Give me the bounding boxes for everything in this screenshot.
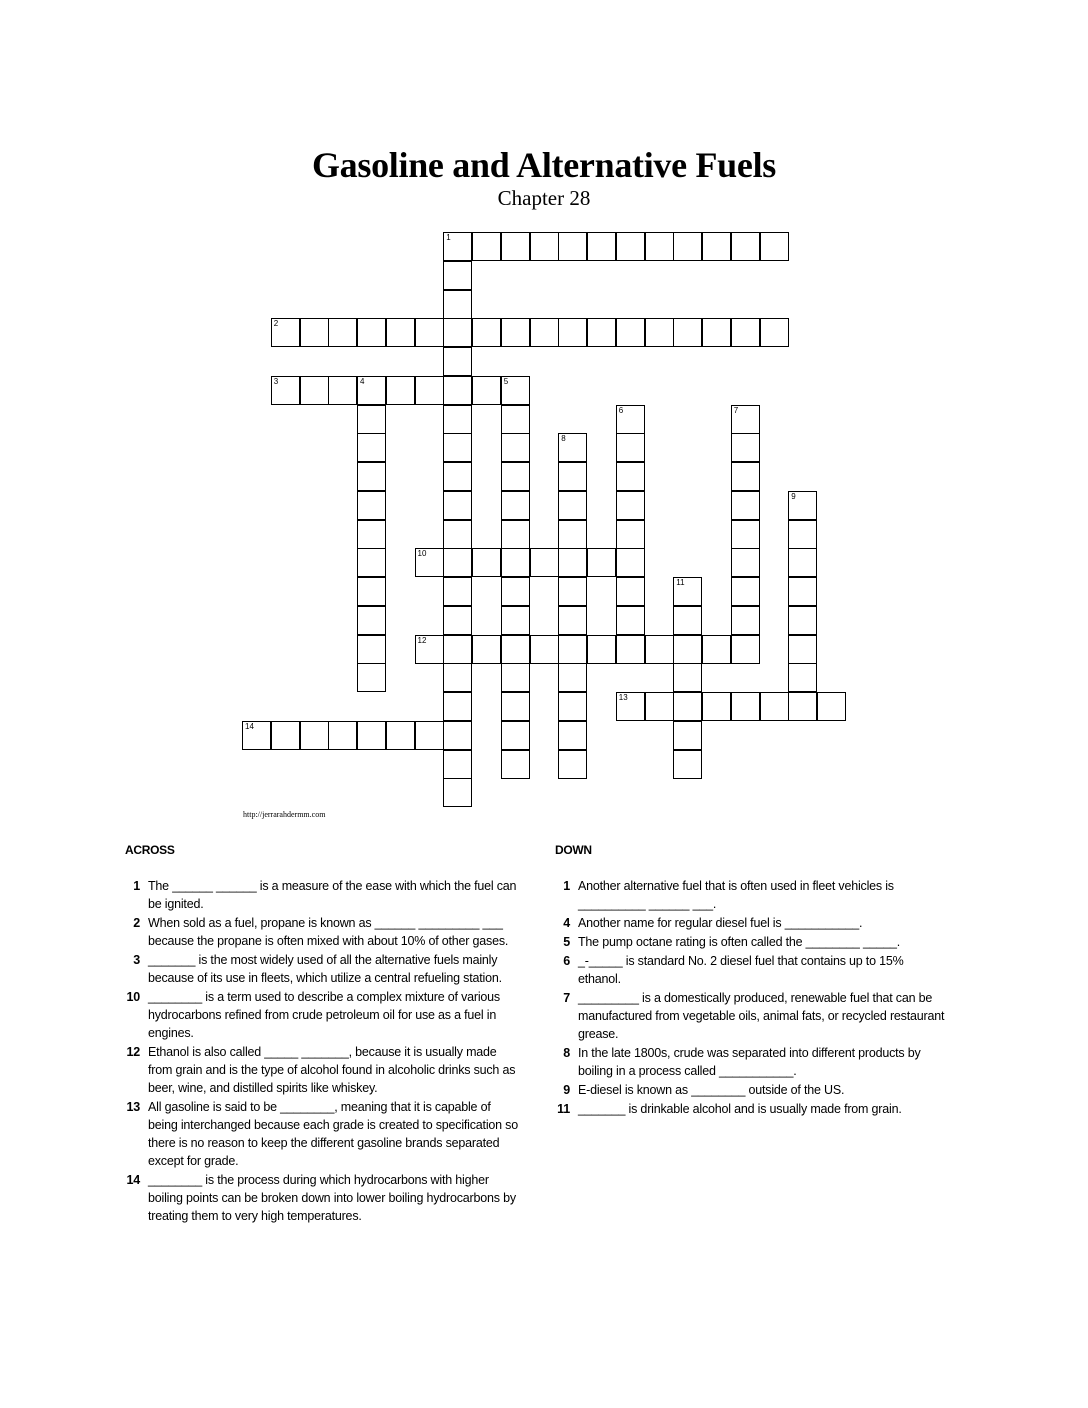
page-subtitle: Chapter 28 xyxy=(497,186,591,210)
crossword-cell[interactable] xyxy=(702,232,731,261)
crossword-cell[interactable] xyxy=(731,405,760,434)
crossword-cell[interactable] xyxy=(760,692,789,721)
crossword-cell[interactable] xyxy=(386,318,415,347)
crossword-cell[interactable] xyxy=(443,606,472,635)
clue-number: 3 xyxy=(273,376,279,386)
across-clue xyxy=(118,1043,518,1097)
crossword-cell[interactable] xyxy=(443,318,472,347)
clue-number: 9 xyxy=(791,491,796,501)
clue-number: 1 xyxy=(446,233,451,242)
clue-number: 8 xyxy=(561,434,566,444)
clue-number: 6 xyxy=(618,405,624,415)
crossword-cell[interactable] xyxy=(731,520,760,549)
crossword-cell[interactable] xyxy=(616,577,645,606)
crossword-cell[interactable] xyxy=(443,491,472,520)
crossword-cell[interactable] xyxy=(443,548,472,577)
down-clue-list xyxy=(548,877,948,1119)
crossword-cell[interactable] xyxy=(616,692,645,721)
clue-text: _________ is a domestically produced, renewable fuel that can be manufactured from vegetable oils, animal fats, or recycled restaurant grease. xyxy=(578,991,948,1041)
clue-number: 6 xyxy=(563,954,570,968)
crossword-cell[interactable] xyxy=(616,405,645,434)
crossword-cell[interactable] xyxy=(357,606,386,635)
crossword-cell[interactable] xyxy=(386,721,415,750)
crossword-cell[interactable] xyxy=(702,692,731,721)
crossword-cell[interactable] xyxy=(357,577,386,606)
down-clue xyxy=(548,1081,948,1099)
crossword-cell[interactable] xyxy=(616,318,645,347)
clue-number: 11 xyxy=(557,1102,570,1116)
crossword-cell[interactable] xyxy=(673,606,702,635)
crossword-cell[interactable] xyxy=(443,290,472,319)
crossword-cell[interactable] xyxy=(731,548,760,577)
crossword-cell[interactable] xyxy=(501,520,530,549)
crossword-cell[interactable] xyxy=(760,318,789,347)
crossword-cell[interactable] xyxy=(788,663,817,692)
clue-number: 14 xyxy=(245,721,254,731)
clue-text: ________ is the process during which hydrocarbons with higher boiling points can be broken down into lower boiling hydrocarbons by treating them to very high temperatures. xyxy=(148,1173,520,1223)
crossword-cell[interactable] xyxy=(731,318,760,347)
crossword-cell[interactable] xyxy=(357,405,386,434)
crossword-cell[interactable] xyxy=(558,635,587,664)
crossword-cell[interactable] xyxy=(501,577,530,606)
crossword-cell[interactable] xyxy=(300,721,329,750)
crossword-cell[interactable] xyxy=(616,635,645,664)
crossword-cell[interactable] xyxy=(415,721,444,750)
crossword-cell[interactable] xyxy=(558,606,587,635)
across-clue xyxy=(118,1098,522,1170)
clue-number: 12 xyxy=(417,635,427,645)
crossword-cell[interactable] xyxy=(271,721,300,750)
crossword-cell[interactable] xyxy=(300,318,329,347)
crossword-cell[interactable] xyxy=(357,520,386,549)
crossword-cell[interactable] xyxy=(558,577,587,606)
crossword-cell[interactable] xyxy=(415,635,444,664)
crossword-cell[interactable] xyxy=(731,606,760,635)
crossword-cell[interactable] xyxy=(673,318,702,347)
crossword-cell[interactable] xyxy=(357,462,386,491)
crossword-cell[interactable] xyxy=(501,721,530,750)
crossword-cell[interactable] xyxy=(558,232,587,261)
crossword-cell[interactable] xyxy=(587,318,616,347)
clue-number: 14 xyxy=(126,1173,140,1187)
clue-text: When sold as a fuel, propane is known as ______ _________ ___ because the propane is often mixed with about 10% of other gases. xyxy=(148,916,509,948)
crossword-cell[interactable] xyxy=(328,721,357,750)
crossword-cell[interactable] xyxy=(443,778,472,807)
crossword-cell[interactable] xyxy=(587,548,616,577)
crossword-cell[interactable] xyxy=(328,318,357,347)
crossword-cell[interactable] xyxy=(645,318,674,347)
clue-text: _______ is drinkable alcohol and is usually made from grain. xyxy=(578,1102,902,1116)
crossword-cell[interactable] xyxy=(558,663,587,692)
crossword-cell[interactable] xyxy=(501,491,530,520)
crossword-cell[interactable] xyxy=(788,520,817,549)
crossword-cell[interactable] xyxy=(472,232,501,261)
crossword-cell[interactable] xyxy=(357,663,386,692)
crossword-cell[interactable] xyxy=(788,548,817,577)
crossword-cell[interactable] xyxy=(443,405,472,434)
crossword-cell[interactable] xyxy=(616,606,645,635)
crossword-cell[interactable] xyxy=(357,721,386,750)
crossword-cell[interactable] xyxy=(415,318,444,347)
clue-number: 8 xyxy=(563,1046,570,1060)
clue-number: 13 xyxy=(126,1100,140,1114)
crossword-cell[interactable] xyxy=(501,692,530,721)
crossword-cell[interactable] xyxy=(702,318,731,347)
crossword-cell[interactable] xyxy=(673,721,702,750)
crossword-cell[interactable] xyxy=(501,663,530,692)
clue-number: 1 xyxy=(133,879,140,893)
crossword-cell[interactable] xyxy=(558,692,587,721)
clue-number: 12 xyxy=(126,1045,140,1059)
crossword-cell[interactable] xyxy=(443,232,472,261)
crossword-cell[interactable] xyxy=(501,635,530,664)
crossword-cell[interactable] xyxy=(386,376,415,405)
crossword-cell[interactable] xyxy=(673,750,702,779)
crossword-cell[interactable] xyxy=(415,548,444,577)
crossword-cell[interactable] xyxy=(587,635,616,664)
crossword-cell[interactable] xyxy=(300,376,329,405)
clue-text: ________ is a term used to describe a complex mixture of various hydrocarbons refined from crude petroleum oil for use as a fuel in engines. xyxy=(148,990,504,1040)
crossword-cell[interactable] xyxy=(616,491,645,520)
crossword-cell[interactable] xyxy=(788,635,817,664)
clue-text: E-diesel is known as ________ outside of the US. xyxy=(578,1083,845,1097)
clue-text: _______ is the most widely used of all the alternative fuels mainly because of its use in fleets, which utilize a central refueling station. xyxy=(148,953,502,985)
across-heading: ACROSS xyxy=(125,843,175,857)
crossword-cell[interactable] xyxy=(443,750,472,779)
crossword-cell[interactable] xyxy=(702,635,731,664)
clue-number: 1 xyxy=(563,879,570,893)
crossword-cell[interactable] xyxy=(501,232,530,261)
down-clue xyxy=(548,1044,948,1080)
clue-text: Another alternative fuel that is often used in fleet vehicles is __________ ______ ___. xyxy=(578,879,898,911)
crossword-cell[interactable] xyxy=(788,606,817,635)
crossword-cell[interactable] xyxy=(817,692,846,721)
crossword-cell[interactable] xyxy=(501,750,530,779)
crossword-cell[interactable] xyxy=(443,663,472,692)
crossword-cell[interactable] xyxy=(558,491,587,520)
crossword-cell[interactable] xyxy=(616,232,645,261)
crossword-cell[interactable] xyxy=(645,692,674,721)
crossword-cell[interactable] xyxy=(645,635,674,664)
across-clue xyxy=(118,1171,518,1225)
down-clue xyxy=(548,1100,948,1118)
crossword-cell[interactable] xyxy=(357,635,386,664)
down-heading: DOWN xyxy=(555,843,592,857)
across-clue-list xyxy=(118,877,522,1226)
crossword-cell[interactable] xyxy=(357,491,386,520)
crossword-cell[interactable] xyxy=(443,462,472,491)
crossword-cell[interactable] xyxy=(357,318,386,347)
clue-text: The pump octane rating is often called the ________ _____. xyxy=(578,935,900,949)
crossword-cell[interactable] xyxy=(558,750,587,779)
crossword-cell[interactable] xyxy=(357,433,386,462)
crossword-cell[interactable] xyxy=(242,721,271,750)
clue-number: 10 xyxy=(417,549,427,559)
clue-number: 7 xyxy=(733,405,739,415)
crossword-cell[interactable] xyxy=(558,318,587,347)
down-clue xyxy=(548,933,948,951)
clue-number: 2 xyxy=(273,319,279,329)
crossword-cell[interactable] xyxy=(472,376,501,405)
down-clue xyxy=(548,914,948,932)
clue-text: _-_____ is standard No. 2 diesel fuel that contains up to 15% ethanol. xyxy=(578,954,907,986)
crossword-cell[interactable] xyxy=(616,520,645,549)
clue-text: Ethanol is also called _____ _______, because it is usually made from grain and is the type of alcohol found in alcoholic drinks such as beer, wine, and distilled spirits like whiskey. xyxy=(148,1045,519,1095)
crossword-cell[interactable] xyxy=(673,663,702,692)
clue-text: In the late 1800s, crude was separated into different products by boiling in a process called ___________. xyxy=(578,1046,924,1078)
crossword-cell[interactable] xyxy=(472,635,501,664)
crossword-cell[interactable] xyxy=(530,548,559,577)
crossword-cell[interactable] xyxy=(760,232,789,261)
crossword-cell[interactable] xyxy=(357,376,386,405)
clue-number: 9 xyxy=(563,1083,570,1097)
crossword-cell[interactable] xyxy=(271,376,300,405)
across-clue xyxy=(118,877,518,913)
crossword-cell[interactable] xyxy=(673,577,702,606)
crossword-cell[interactable] xyxy=(443,347,472,376)
clue-text: Another name for regular diesel fuel is ___________. xyxy=(578,916,863,930)
clue-number: 4 xyxy=(563,916,570,930)
down-clue xyxy=(548,877,948,913)
crossword-cell[interactable] xyxy=(788,692,817,721)
source-url: http://jerrarahdermm.com xyxy=(243,810,326,819)
crossword-cell[interactable] xyxy=(472,318,501,347)
crossword-cell[interactable] xyxy=(731,692,760,721)
clue-number: 7 xyxy=(563,991,570,1005)
clue-number: 2 xyxy=(133,916,140,930)
crossword-cell[interactable] xyxy=(501,606,530,635)
crossword-cell[interactable] xyxy=(558,721,587,750)
crossword-cell[interactable] xyxy=(501,376,530,405)
clue-number: 5 xyxy=(503,376,509,386)
crossword-cell[interactable] xyxy=(587,232,616,261)
crossword-cell[interactable] xyxy=(501,433,530,462)
down-clue xyxy=(548,989,948,1043)
clue-number: 11 xyxy=(676,578,685,587)
crossword-cell[interactable] xyxy=(357,548,386,577)
crossword-cell[interactable] xyxy=(731,232,760,261)
crossword-cell[interactable] xyxy=(788,577,817,606)
crossword-cell[interactable] xyxy=(558,433,587,462)
crossword-cell[interactable] xyxy=(645,232,674,261)
crossword-cell[interactable] xyxy=(501,318,530,347)
clue-text: The ______ ______ is a measure of the ease with which the fuel can be ignited. xyxy=(148,879,520,911)
crossword-cell[interactable] xyxy=(443,635,472,664)
crossword-cell[interactable] xyxy=(443,261,472,290)
across-clue xyxy=(118,914,518,950)
crossword-cell[interactable] xyxy=(443,433,472,462)
crossword-cell[interactable] xyxy=(501,405,530,434)
across-clue xyxy=(118,988,518,1042)
crossword-cell[interactable] xyxy=(443,692,472,721)
crossword-cell[interactable] xyxy=(673,232,702,261)
crossword-cell[interactable] xyxy=(616,548,645,577)
page-title: Gasoline and Alternative Fuels xyxy=(311,145,776,185)
crossword-cell[interactable] xyxy=(472,548,501,577)
crossword-cell[interactable] xyxy=(673,692,702,721)
clue-number: 4 xyxy=(360,376,365,386)
crossword-cell[interactable] xyxy=(443,577,472,606)
crossword-cell[interactable] xyxy=(731,462,760,491)
crossword-cell[interactable] xyxy=(501,462,530,491)
crossword-cell[interactable] xyxy=(558,520,587,549)
crossword-cell[interactable] xyxy=(558,462,587,491)
clue-number: 10 xyxy=(126,990,140,1004)
crossword-cell[interactable] xyxy=(443,520,472,549)
crossword-cell[interactable] xyxy=(788,491,817,520)
crossword-cell[interactable] xyxy=(731,433,760,462)
crossword-cell[interactable] xyxy=(530,232,559,261)
crossword-cell[interactable] xyxy=(673,635,702,664)
crossword-cell[interactable] xyxy=(530,635,559,664)
crossword-cell[interactable] xyxy=(271,318,300,347)
clue-text: All gasoline is said to be ________, meaning that it is capable of being interchanged because each grade is created to specification so there is no reason to keep the different gasoline brands separated except for grade. xyxy=(148,1100,522,1168)
crossword-cell[interactable] xyxy=(731,635,760,664)
crossword-cell[interactable] xyxy=(443,721,472,750)
clue-number: 5 xyxy=(563,935,570,949)
crossword-cell[interactable] xyxy=(501,548,530,577)
crossword-cell[interactable] xyxy=(731,491,760,520)
crossword-cell[interactable] xyxy=(328,376,357,405)
clue-number: 3 xyxy=(133,953,140,967)
crossword-cell[interactable] xyxy=(731,577,760,606)
crossword-cell[interactable] xyxy=(415,376,444,405)
crossword-cell[interactable] xyxy=(530,318,559,347)
down-clue xyxy=(548,952,948,988)
across-clue xyxy=(118,951,518,987)
crossword-cell[interactable] xyxy=(443,376,472,405)
crossword-cell[interactable] xyxy=(616,433,645,462)
crossword-cell[interactable] xyxy=(616,462,645,491)
clue-number: 13 xyxy=(618,693,628,702)
crossword-cell[interactable] xyxy=(558,548,587,577)
